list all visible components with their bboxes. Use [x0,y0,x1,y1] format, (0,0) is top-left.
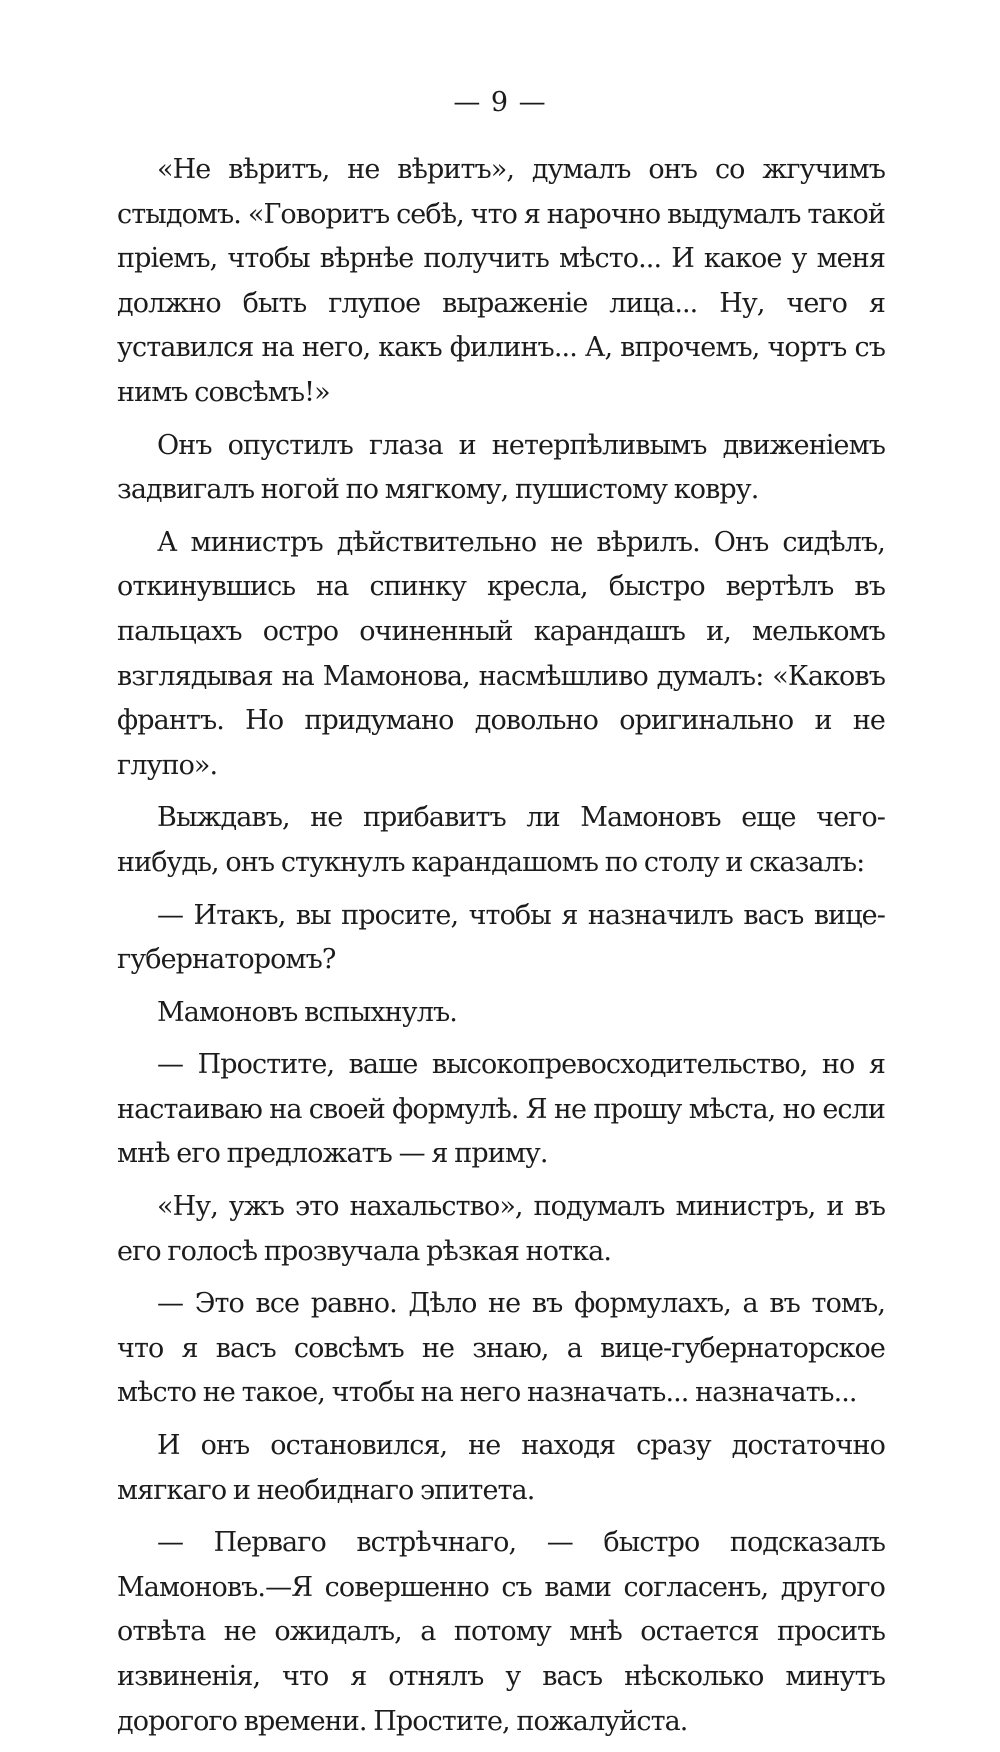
paragraph: — Перваго встрѣчнаго, — быстро подсказалъ Мамоновъ.—Я совершенно съ вами согласенъ, другого отвѣта не ожидалъ, а потому мнѣ остается просить извиненія, что я отнялъ у васъ нѣсколько минутъ дорогого времени. Простите, пожалуйста. [117,1527,885,1737]
paragraph: А министръ дѣйствительно не вѣрилъ. Онъ сидѣлъ, откинувшись на спинку кресла, быстро вертѣлъ въ пальцахъ остро очиненный карандашъ и, мелькомъ взглядывая на Мамонова, насмѣшливо думалъ: «Каковъ франтъ. Но придумано довольно оригинально и не глупо». [117,526,885,781]
paragraph: Выждавъ, не прибавитъ ли Мамоновъ еще чего-нибудь, онъ стукнулъ карандашомъ по столу и сказалъ: [117,802,885,878]
paragraph: — Простите, ваше высокопревосходительство, но я настаиваю на своей формулѣ. Я не прошу мѣста, но если мнѣ его предложатъ — я приму. [117,1049,885,1170]
paragraph: Онъ опустилъ глаза и нетерпѣливымъ движеніемъ задвигалъ ногой по мягкому, пушистому ковру. [117,429,885,506]
paragraph: И онъ остановился, не находя сразу достаточно мягкаго и необиднаго эпитета. [117,1430,885,1506]
page-number: — 9 — [453,87,547,118]
paragraph: — Итакъ, вы просите, чтобы я назначилъ васъ вице-губернаторомъ? [117,899,885,976]
page-text [117,148,885,1752]
paragraph: «Не вѣритъ, не вѣритъ», думалъ онъ со жгучимъ стыдомъ. «Говоритъ себѣ, что я нарочно выдумалъ такой пріемъ, чтобы вѣрнѣе получить мѣсто... И какое у меня должно быть глупое выраженіе лица... Ну, чего я уставился на него, какъ филинъ... А, впрочемъ, чортъ съ нимъ совсѣмъ!» [117,154,885,408]
paragraph: — Это все равно. Дѣло не въ формулахъ, а въ томъ, что я васъ совсѣмъ не знаю, а вице-губернаторское мѣсто не такое, чтобы на него назначать... назначать... [117,1288,885,1409]
paragraph: «Ну, ужъ это нахальство», подумалъ министръ, и въ его голосѣ прозвучала рѣзкая нотка. [117,1191,885,1267]
paragraph: Мамоновъ вспыхнулъ. [157,996,457,1028]
